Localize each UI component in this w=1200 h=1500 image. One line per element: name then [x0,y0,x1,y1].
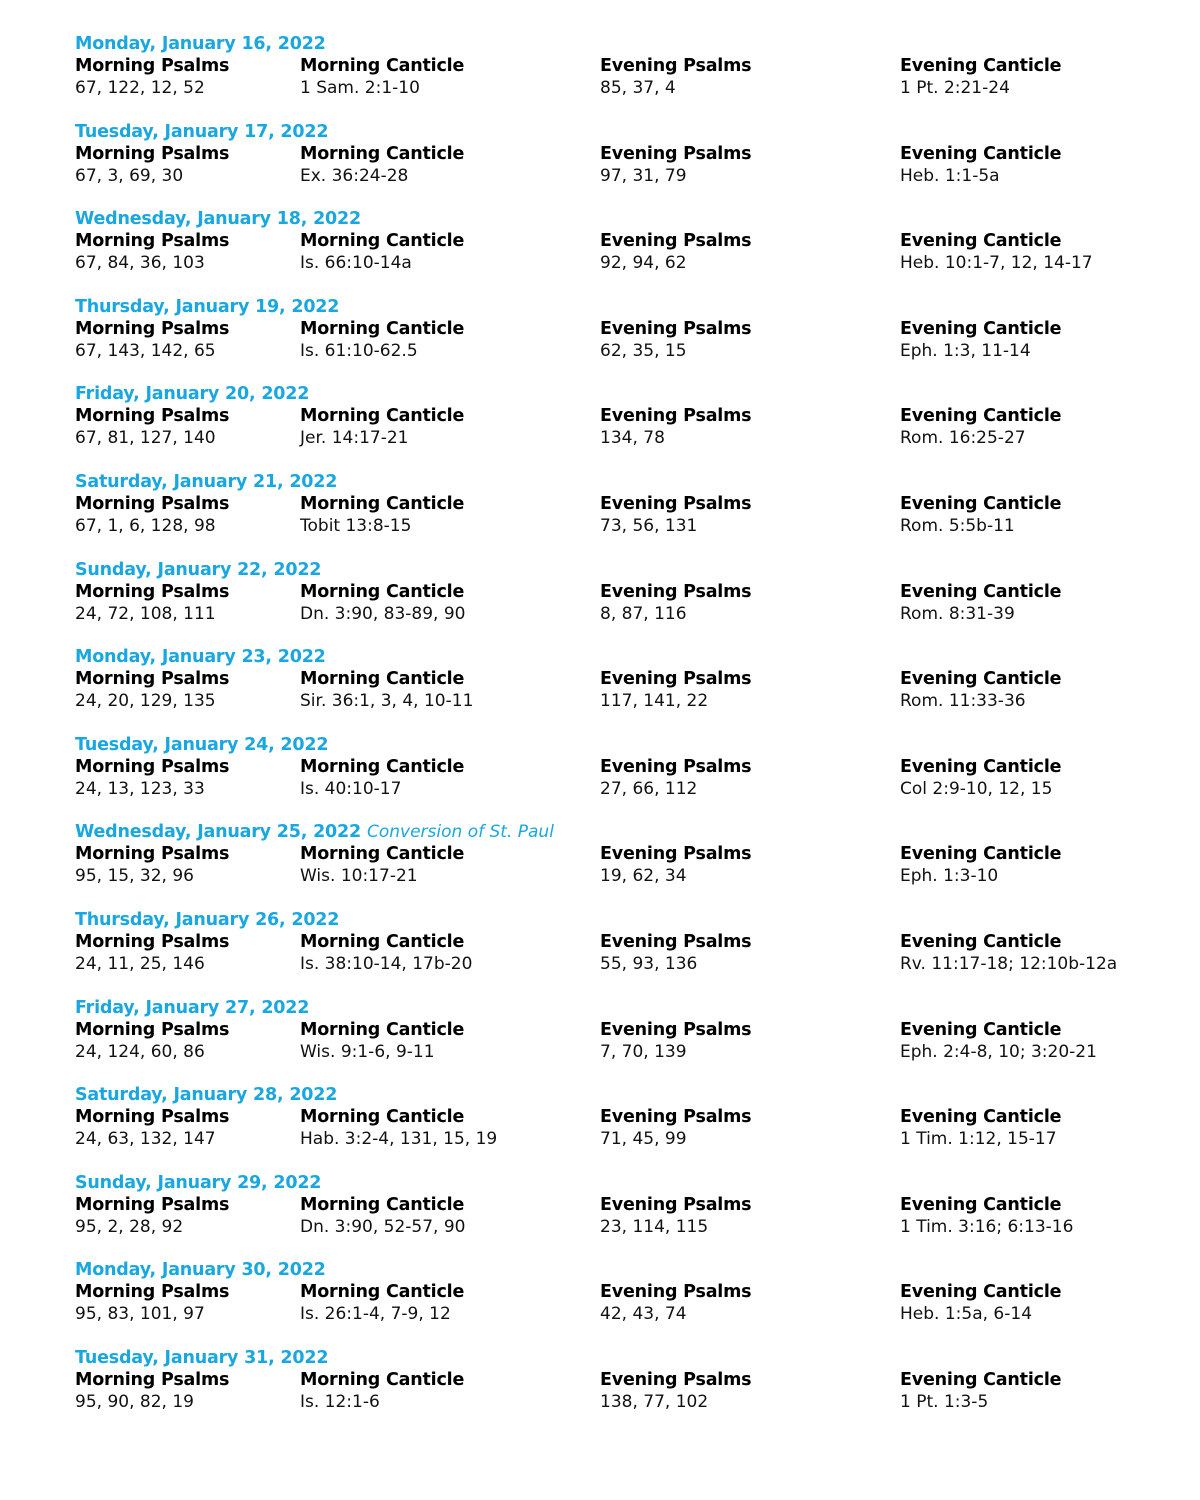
morning-canticle-value: Ex. 36:24-28 [300,165,409,186]
day-entry [75,383,1175,471]
morning-psalms-value: 67, 81, 127, 140 [75,428,216,449]
morning-canticle-value: Dn. 3:90, 83-89, 90 [300,603,466,624]
date-line [75,821,1175,843]
morning-psalms-header: Morning Psalms [75,1369,230,1390]
value-row [75,427,1175,449]
date-line [75,471,1175,493]
value-row [75,1216,1175,1238]
morning-canticle-header: Morning Canticle [300,493,465,514]
evening-psalms-value: 138, 77, 102 [600,1391,709,1412]
value-row [75,953,1175,975]
header-row [75,230,1175,252]
evening-psalms-value: 23, 114, 115 [600,1216,709,1237]
evening-psalms-value: 71, 45, 99 [600,1129,687,1150]
date-heading: Saturday, January 21, 2022 [75,471,338,492]
morning-psalms-value: 67, 1, 6, 128, 98 [75,515,216,536]
evening-canticle-header: Evening Canticle [900,1194,1062,1215]
evening-canticle-value: Rv. 11:17-18; 12:10b-12a [900,953,1118,974]
evening-canticle-value: 1 Tim. 1:12, 15-17 [900,1129,1057,1150]
date-heading: Tuesday, January 24, 2022 [75,734,329,755]
morning-canticle-header: Morning Canticle [300,669,465,690]
morning-psalms-header: Morning Psalms [75,143,230,164]
date-heading: Monday, January 30, 2022 [75,1260,326,1281]
morning-canticle-header: Morning Canticle [300,1369,465,1390]
day-entry [75,208,1175,296]
evening-canticle-value: Heb. 1:5a, 6-14 [900,1304,1033,1325]
header-row [75,1019,1175,1041]
evening-canticle-value: Heb. 1:1-5a [900,165,1000,186]
value-row [75,515,1175,537]
evening-psalms-header: Evening Psalms [600,231,752,252]
date-line [75,646,1175,668]
morning-canticle-value: Dn. 3:90, 52-57, 90 [300,1216,466,1237]
evening-psalms-header: Evening Psalms [600,1107,752,1128]
evening-psalms-value: 73, 56, 131 [600,515,698,536]
day-entry [75,821,1175,909]
evening-psalms-header: Evening Psalms [600,844,752,865]
header-row [75,668,1175,690]
day-entry [75,1259,1175,1347]
date-heading: Tuesday, January 17, 2022 [75,121,329,142]
morning-psalms-value: 67, 143, 142, 65 [75,340,216,361]
evening-psalms-header: Evening Psalms [600,1282,752,1303]
date-heading: Friday, January 20, 2022 [75,384,310,405]
evening-psalms-value: 19, 62, 34 [600,866,687,887]
evening-canticle-value: Eph. 2:4-8, 10; 3:20-21 [900,1041,1097,1062]
day-entry [75,33,1175,121]
morning-canticle-value: Is. 61:10-62.5 [300,340,418,361]
evening-canticle-header: Evening Canticle [900,406,1062,427]
morning-psalms-value: 67, 122, 12, 52 [75,78,205,98]
morning-psalms-value: 95, 2, 28, 92 [75,1216,184,1237]
evening-psalms-value: 97, 31, 79 [600,165,687,186]
date-heading: Tuesday, January 31, 2022 [75,1347,329,1368]
morning-canticle-header: Morning Canticle [300,56,465,76]
evening-psalms-value: 55, 93, 136 [600,953,698,974]
morning-canticle-value: Jer. 14:17-21 [300,428,409,449]
header-row [75,1194,1175,1216]
day-entry [75,909,1175,997]
morning-psalms-value: 24, 13, 123, 33 [75,778,205,799]
evening-psalms-value: 92, 94, 62 [600,253,687,274]
evening-canticle-value: Heb. 10:1-7, 12, 14-17 [900,253,1093,274]
morning-canticle-header: Morning Canticle [300,1282,465,1303]
day-entry [75,734,1175,822]
morning-psalms-header: Morning Psalms [75,1282,230,1303]
evening-canticle-header: Evening Canticle [900,231,1062,252]
header-row [75,143,1175,165]
morning-canticle-header: Morning Canticle [300,143,465,164]
evening-canticle-header: Evening Canticle [900,1282,1062,1303]
morning-psalms-value: 67, 3, 69, 30 [75,165,184,186]
morning-canticle-value: Wis. 10:17-21 [300,866,418,887]
morning-canticle-value: Sir. 36:1, 3, 4, 10-11 [300,691,474,712]
morning-psalms-header: Morning Psalms [75,231,230,252]
morning-canticle-value: Hab. 3:2-4, 131, 15, 19 [300,1129,498,1150]
value-row [75,1128,1175,1150]
morning-canticle-header: Morning Canticle [300,1107,465,1128]
date-line [75,121,1175,143]
value-row [75,778,1175,800]
evening-canticle-value: 1 Tim. 3:16; 6:13-16 [900,1216,1074,1237]
morning-psalms-header: Morning Psalms [75,1107,230,1128]
evening-canticle-header: Evening Canticle [900,931,1062,952]
date-line [75,33,1175,55]
header-row [75,318,1175,340]
morning-canticle-header: Morning Canticle [300,1019,465,1040]
morning-psalms-header: Morning Psalms [75,318,230,339]
date-heading: Wednesday, January 25, 2022 [75,822,361,843]
morning-canticle-header: Morning Canticle [300,231,465,252]
evening-canticle-header: Evening Canticle [900,669,1062,690]
evening-canticle-header: Evening Canticle [900,844,1062,865]
day-entry [75,1172,1175,1260]
evening-canticle-header: Evening Canticle [900,1107,1062,1128]
morning-psalms-header: Morning Psalms [75,931,230,952]
header-row [75,1369,1175,1391]
evening-canticle-value: Eph. 1:3-10 [900,866,999,887]
evening-canticle-header: Evening Canticle [900,756,1062,777]
date-line [75,997,1175,1019]
date-heading: Thursday, January 19, 2022 [75,296,340,317]
value-row [75,1303,1175,1325]
day-entry [75,1084,1175,1172]
evening-canticle-value: 1 Pt. 2:21-24 [900,78,1010,98]
date-line [75,1084,1175,1106]
value-row [75,340,1175,362]
value-row [75,1041,1175,1063]
date-heading: Wednesday, January 18, 2022 [75,209,361,230]
date-line [75,208,1175,230]
morning-psalms-header: Morning Psalms [75,1019,230,1040]
morning-psalms-header: Morning Psalms [75,844,230,865]
morning-psalms-header: Morning Psalms [75,1194,230,1215]
morning-canticle-value: Is. 26:1-4, 7-9, 12 [300,1304,451,1325]
morning-psalms-header: Morning Psalms [75,669,230,690]
evening-psalms-value: 27, 66, 112 [600,778,698,799]
day-entry [75,646,1175,734]
date-line [75,383,1175,405]
evening-psalms-header: Evening Psalms [600,1019,752,1040]
header-row [75,843,1175,865]
value-row [75,165,1175,187]
evening-canticle-value: Eph. 1:3, 11-14 [900,340,1031,361]
evening-psalms-header: Evening Psalms [600,1369,752,1390]
evening-canticle-header: Evening Canticle [900,318,1062,339]
evening-psalms-value: 134, 78 [600,428,665,449]
evening-canticle-value: Rom. 8:31-39 [900,603,1015,624]
morning-canticle-value: Is. 12:1-6 [300,1391,380,1412]
header-row [75,581,1175,603]
morning-psalms-value: 24, 63, 132, 147 [75,1129,216,1150]
date-heading: Monday, January 23, 2022 [75,647,326,668]
feast-name: Conversion of St. Paul [366,822,554,843]
value-row [75,690,1175,712]
value-row [75,603,1175,625]
morning-psalms-value: 95, 83, 101, 97 [75,1304,205,1325]
evening-psalms-value: 117, 141, 22 [600,691,709,712]
header-row [75,931,1175,953]
evening-psalms-header: Evening Psalms [600,406,752,427]
date-heading: Sunday, January 22, 2022 [75,559,322,580]
date-line [75,1172,1175,1194]
morning-psalms-value: 67, 84, 36, 103 [75,253,205,274]
evening-canticle-value: Rom. 5:5b-11 [900,515,1015,536]
morning-psalms-header: Morning Psalms [75,406,230,427]
evening-psalms-value: 42, 43, 74 [600,1304,687,1325]
date-line [75,1259,1175,1281]
evening-psalms-header: Evening Psalms [600,669,752,690]
morning-canticle-value: 1 Sam. 2:1-10 [300,78,420,98]
morning-canticle-header: Morning Canticle [300,756,465,777]
date-heading: Thursday, January 26, 2022 [75,909,340,930]
day-entry [75,471,1175,559]
date-line [75,909,1175,931]
morning-canticle-header: Morning Canticle [300,406,465,427]
day-entry [75,121,1175,209]
date-line [75,1347,1175,1369]
date-line [75,734,1175,756]
evening-psalms-header: Evening Psalms [600,493,752,514]
header-row [75,405,1175,427]
evening-canticle-header: Evening Canticle [900,143,1062,164]
evening-psalms-header: Evening Psalms [600,1194,752,1215]
evening-psalms-header: Evening Psalms [600,143,752,164]
morning-psalms-header: Morning Psalms [75,581,230,602]
evening-psalms-header: Evening Psalms [600,318,752,339]
evening-canticle-value: 1 Pt. 1:3-5 [900,1391,989,1412]
readings-schedule [75,33,1175,1435]
evening-psalms-value: 7, 70, 139 [600,1041,687,1062]
morning-canticle-header: Morning Canticle [300,931,465,952]
evening-canticle-header: Evening Canticle [900,1019,1062,1040]
evening-canticle-header: Evening Canticle [900,581,1062,602]
header-row [75,756,1175,778]
morning-canticle-value: Is. 66:10-14a [300,253,412,274]
header-row [75,1281,1175,1303]
morning-canticle-header: Morning Canticle [300,318,465,339]
morning-canticle-value: Tobit 13:8-15 [300,515,412,536]
evening-psalms-header: Evening Psalms [600,581,752,602]
evening-psalms-value: 85, 37, 4 [600,78,676,98]
evening-psalms-header: Evening Psalms [600,56,752,76]
date-heading: Saturday, January 28, 2022 [75,1085,338,1106]
morning-canticle-value: Is. 38:10-14, 17b-20 [300,953,473,974]
morning-psalms-value: 24, 11, 25, 146 [75,953,205,974]
evening-canticle-value: Col 2:9-10, 12, 15 [900,778,1053,799]
day-entry [75,296,1175,384]
value-row [75,252,1175,274]
evening-canticle-header: Evening Canticle [900,493,1062,514]
morning-psalms-value: 24, 72, 108, 111 [75,603,216,624]
date-line [75,296,1175,318]
header-row [75,493,1175,515]
day-entry [75,997,1175,1085]
day-entry [75,1347,1175,1435]
morning-psalms-value: 95, 90, 82, 19 [75,1391,194,1412]
day-entry [75,559,1175,647]
value-row [75,77,1175,99]
morning-psalms-header: Morning Psalms [75,493,230,514]
date-heading: Sunday, January 29, 2022 [75,1172,322,1193]
date-heading: Friday, January 27, 2022 [75,997,310,1018]
header-row [75,1106,1175,1128]
morning-canticle-value: Is. 40:10-17 [300,778,402,799]
date-line [75,559,1175,581]
evening-psalms-value: 8, 87, 116 [600,603,687,624]
morning-psalms-value: 24, 124, 60, 86 [75,1041,205,1062]
morning-canticle-header: Morning Canticle [300,844,465,865]
morning-psalms-value: 24, 20, 129, 135 [75,691,216,712]
value-row [75,865,1175,887]
evening-canticle-header: Evening Canticle [900,1369,1062,1390]
morning-psalms-header: Morning Psalms [75,56,230,76]
evening-psalms-header: Evening Psalms [600,931,752,952]
evening-canticle-value: Rom. 16:25-27 [900,428,1026,449]
morning-psalms-header: Morning Psalms [75,756,230,777]
evening-canticle-value: Rom. 11:33-36 [900,691,1026,712]
morning-canticle-header: Morning Canticle [300,581,465,602]
morning-canticle-value: Wis. 9:1-6, 9-11 [300,1041,435,1062]
header-row [75,55,1175,77]
morning-canticle-header: Morning Canticle [300,1194,465,1215]
morning-psalms-value: 95, 15, 32, 96 [75,866,194,887]
evening-canticle-header: Evening Canticle [900,56,1062,76]
evening-psalms-value: 62, 35, 15 [600,340,687,361]
date-heading: Monday, January 16, 2022 [75,34,326,54]
evening-psalms-header: Evening Psalms [600,756,752,777]
value-row [75,1391,1175,1413]
